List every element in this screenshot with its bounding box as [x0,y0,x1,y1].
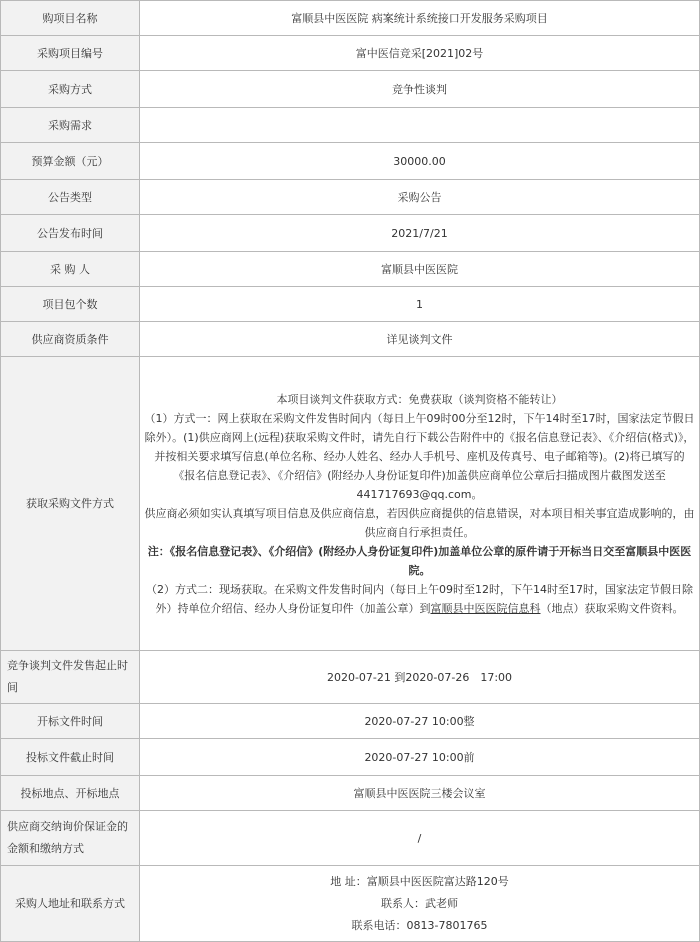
value-deposit: / [140,811,700,866]
label-project-no: 采购项目编号 [1,36,140,71]
value-project-no: 富中医信竞采[2021]02号 [140,36,700,71]
row-location [1,776,700,811]
contact-address: 地 址：富顺县中医医院富达路120号 [330,874,509,888]
info-dept-link: 富顺县中医医院信息科 [430,601,541,615]
label-deadline: 投标文件截止时间 [1,739,140,776]
value-deadline: 2020-07-27 10:00前 [140,739,700,776]
row-purchaser [1,252,700,287]
value-contact [140,866,700,942]
label-method: 采购方式 [1,71,140,108]
obtain-note: 注：《报名信息登记表》、《介绍信》(附经办人身份证复印件)加盖单位公章的原件请于开标当日交至富顺县中医医院。 [147,544,692,577]
label-open-time: 开标文件时间 [1,704,140,739]
label-budget: 预算金额（元） [1,143,140,180]
row-deadline [1,739,700,776]
value-budget: 30000.00 [140,143,700,180]
value-lots: 1 [140,287,700,322]
value-obtain-method [140,357,700,651]
value-sale-period: 2020-07-21 到2020-07-26 17:00 [140,651,700,704]
value-method: 竞争性谈判 [140,71,700,108]
label-purchaser: 采 购 人 [1,252,140,287]
value-purchaser: 富顺县中医医院 [140,252,700,287]
value-location: 富顺县中医医院三楼会议室 [140,776,700,811]
label-location: 投标地点、开标地点 [1,776,140,811]
row-deposit [1,811,700,866]
row-notice-type [1,180,700,215]
label-project-name: 购项目名称 [1,1,140,36]
obtain-method-two [144,580,695,618]
value-open-time: 2020-07-27 10:00整 [140,704,700,739]
obtain-responsibility: 供应商必须如实认真填写项目信息及供应商信息，若因供应商提供的信息错误，对本项目相关事宜造成影响的，由供应商自行承担责任。 [144,506,695,539]
value-demand [140,108,700,143]
row-project-name [1,1,700,36]
value-qualification: 详见谈判文件 [140,322,700,357]
label-contact: 采购人地址和联系方式 [1,866,140,942]
row-obtain-method [1,357,700,651]
label-obtain-method: 获取采购文件方式 [1,357,140,651]
label-notice-type: 公告类型 [1,180,140,215]
label-qualification: 供应商资质条件 [1,322,140,357]
label-lots: 项目包个数 [1,287,140,322]
row-method [1,71,700,108]
contact-phone: 联系电话：0813-7801765 [351,918,488,932]
value-project-name: 富顺县中医医院 病案统计系统接口开发服务采购项目 [140,1,700,36]
label-sale-period: 竞争谈判文件发售起止时间 [1,651,140,704]
value-publish-time: 2021/7/21 [140,215,700,252]
row-sale-period [1,651,700,704]
obtain-method-two-text: （2）方式二：现场获取。在采购文件发售时间内（每日上午09时至12时，下午14时至17时，国家法定节假日除外）持单位介绍信、经办人身份证复印件（加盖公章）到 [146,582,693,615]
row-qualification [1,322,700,357]
label-publish-time: 公告发布时间 [1,215,140,252]
row-budget [1,143,700,180]
row-demand [1,108,700,143]
value-notice-type: 采购公告 [140,180,700,215]
contact-person: 联系人：武老师 [381,896,458,910]
row-project-no [1,36,700,71]
row-open-time [1,704,700,739]
row-publish-time [1,215,700,252]
row-contact [1,866,700,942]
row-lots [1,287,700,322]
label-deposit: 供应商交纳询价保证金的金额和缴纳方式 [1,811,140,866]
obtain-intro: 本项目谈判文件获取方式：免费获取（谈判资格不能转让） [276,392,563,406]
label-demand: 采购需求 [1,108,140,143]
obtain-method-two-tail: （地点）获取采购文件资料。 [540,601,684,615]
obtain-method-one: （1）方式一：网上获取在采购文件发售时间内（每日上午09时00分至12时，下午14时至17时，国家法定节假日除外）。(1)供应商网上(远程)获取采购文件时，请先自行下载公告附件中的《报名信息登记表》、《介绍信(格式)》，并按相关要求填写信息(单位名称、经办人姓名、经办人手机号、座机及传真号、电子邮箱等)。(2)将已填写的《报名信息登记表》、《介绍信》(附经办人身份证复印件)加盖供应商单位公章后扫描成图片截图发送至441717693@qq.com。 [144,411,695,501]
